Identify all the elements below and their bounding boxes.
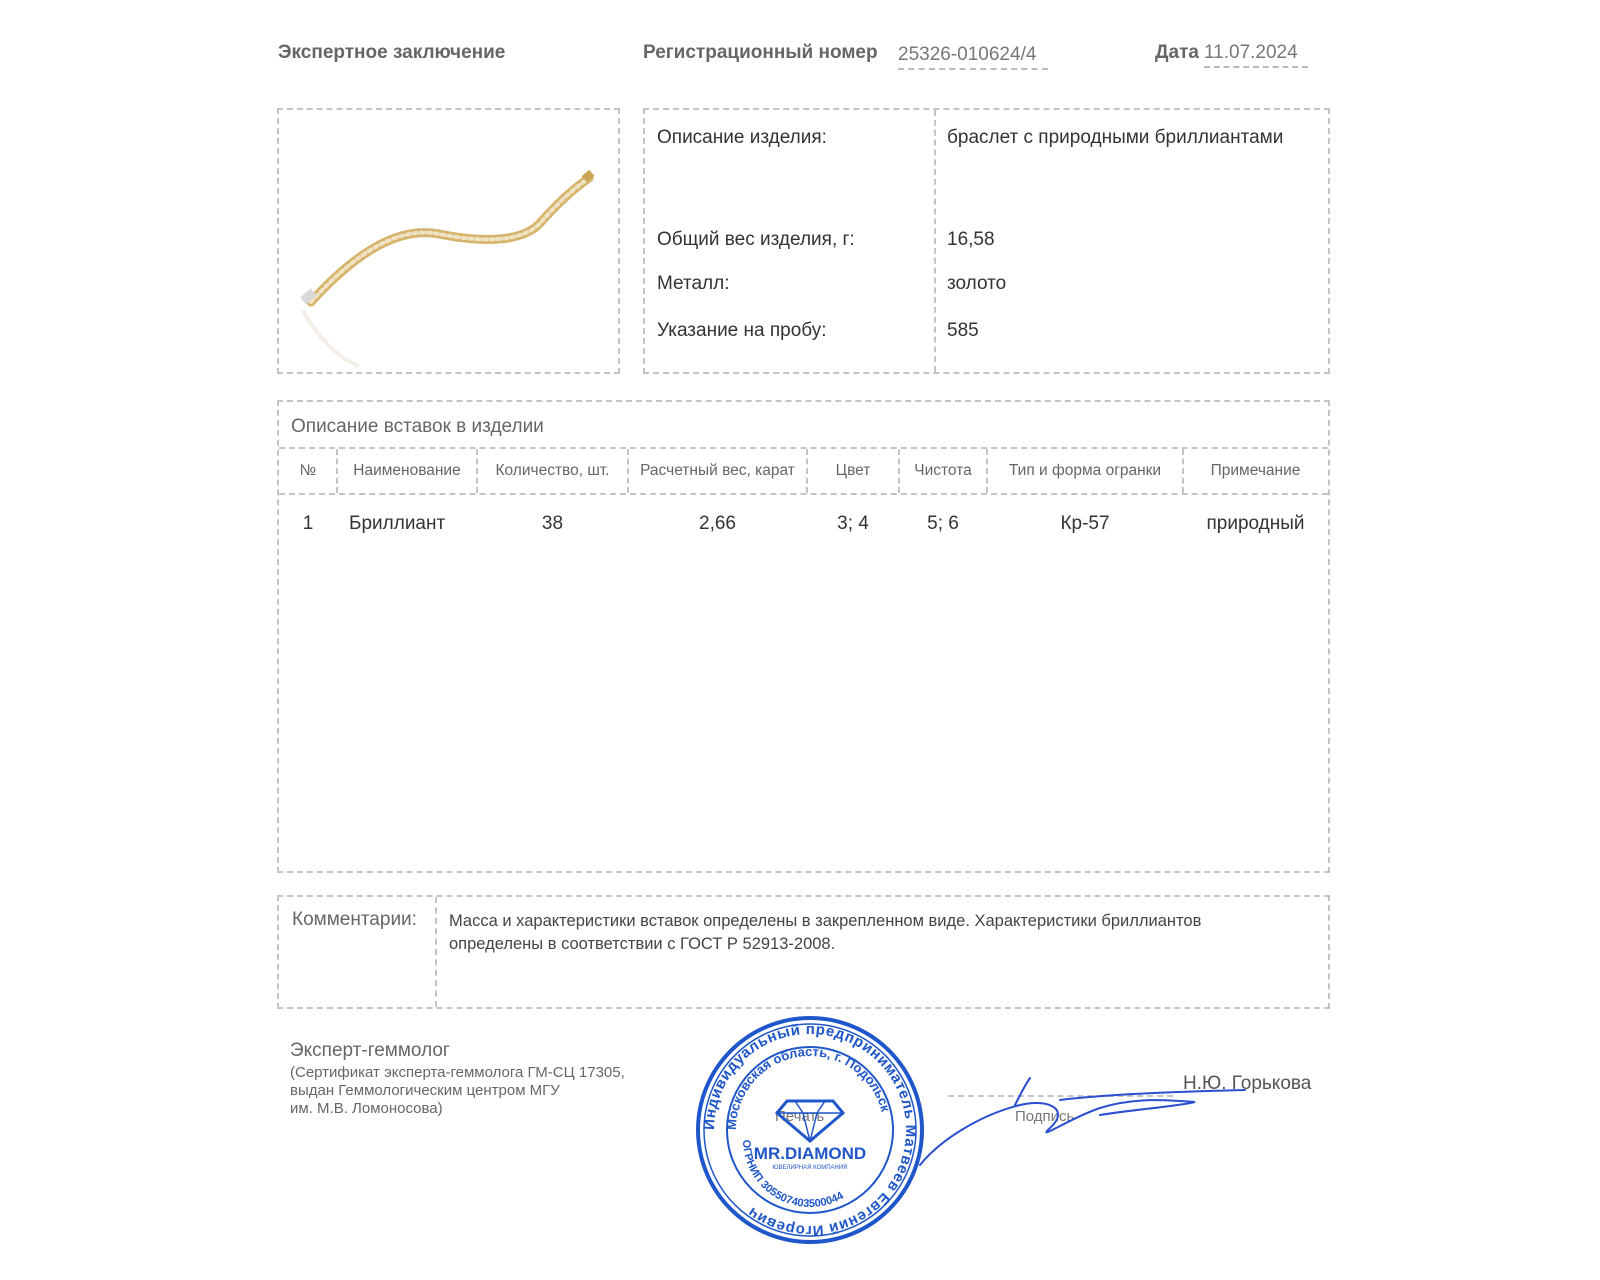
sign-label: Подпись <box>1015 1108 1075 1125</box>
metal-label: Металл: <box>657 273 730 294</box>
column-divider <box>627 449 629 493</box>
column-divider <box>336 449 338 493</box>
assay-label: Указание на пробу: <box>657 320 827 341</box>
assay-value: 585 <box>947 320 979 341</box>
description-value: браслет с природными бриллиантами <box>947 127 1284 148</box>
certificate-line: им. М.В. Ломоносова) <box>290 1100 443 1117</box>
cell-weight: 2,66 <box>699 513 736 534</box>
reg-number-value: 25326-010624/4 <box>898 44 1048 70</box>
cell-cut: Кр-57 <box>1060 513 1110 534</box>
description-label: Описание изделия: <box>657 127 827 148</box>
comments-label: Комментарии: <box>292 909 417 930</box>
expert-certificate <box>290 1064 625 1118</box>
column-divider <box>806 449 808 493</box>
stamp-label: Печать <box>775 1108 825 1125</box>
col-weight-header: Расчетный вес, карат <box>640 462 795 479</box>
certificate-line: (Сертификат эксперта-геммолога ГМ-СЦ 17305, <box>290 1064 625 1081</box>
date-value: 11.07.2024 <box>1204 42 1308 68</box>
inserts-title: Описание вставок в изделии <box>291 416 544 437</box>
cell-color: 3; 4 <box>837 513 869 534</box>
column-divider <box>1182 449 1184 493</box>
bracelet-photo-icon <box>279 110 618 372</box>
col-name-header: Наименование <box>353 462 461 479</box>
col-color-header: Цвет <box>835 462 871 479</box>
stamp-outer-text: Индивидуальный предприниматель Матвеев Евгений Игоревич <box>700 1020 920 1240</box>
cell-name: Бриллиант <box>349 513 446 534</box>
cell-number: 1 <box>302 513 314 534</box>
cell-quantity: 38 <box>541 513 564 534</box>
cell-note: природный <box>1206 513 1305 534</box>
metal-value: золото <box>947 273 1007 294</box>
document-title: Экспертное заключение <box>278 42 506 63</box>
column-divider <box>476 449 478 493</box>
comments-text-line: определены в соответствии с ГОСТ Р 52913-2008. <box>449 935 836 953</box>
stamp-brand: MR.DIAMOND <box>753 1144 867 1163</box>
product-info-box <box>643 108 1330 374</box>
expert-name: Н.Ю. Горькова <box>1183 1073 1312 1094</box>
col-number-header: № <box>299 462 317 479</box>
comments-divider <box>435 897 437 1007</box>
weight-value: 16,58 <box>947 229 995 250</box>
date-label: Дата <box>1155 42 1199 63</box>
expert-role: Эксперт-геммолог <box>290 1040 450 1061</box>
company-stamp-icon <box>695 1015 925 1245</box>
stamp-inner-text: Московская область, г. Подольск <box>723 1043 894 1131</box>
col-clarity-header: Чистота <box>914 462 972 479</box>
col-cut-header: Тип и форма огранки <box>1008 462 1162 479</box>
column-divider <box>986 449 988 493</box>
comments-box <box>277 895 1330 1009</box>
stamp-brand-sub: ЮВЕЛИРНАЯ КОМПАНИЯ <box>772 1165 848 1171</box>
inserts-table <box>277 400 1330 873</box>
stamp-ogrnip: ОГРНИП 305507403500044 <box>739 1139 846 1211</box>
comments-text-line: Масса и характеристики вставок определены в закрепленном виде. Характеристики бриллиантов <box>449 912 1202 930</box>
info-column-divider <box>934 110 936 372</box>
reg-number-label: Регистрационный номер <box>643 42 878 63</box>
weight-label: Общий вес изделия, г: <box>657 229 855 250</box>
comments-text <box>449 910 1201 956</box>
cell-clarity: 5; 6 <box>927 513 959 534</box>
col-note-header: Примечание <box>1210 462 1301 479</box>
certificate-line: выдан Геммологическим центром МГУ <box>290 1082 560 1099</box>
column-divider <box>898 449 900 493</box>
handwritten-signature-icon <box>900 1070 1250 1170</box>
table-row <box>279 500 1328 548</box>
inserts-header-row <box>279 447 1328 495</box>
product-photo-box <box>277 108 620 374</box>
col-quantity-header: Количество, шт. <box>495 462 610 479</box>
